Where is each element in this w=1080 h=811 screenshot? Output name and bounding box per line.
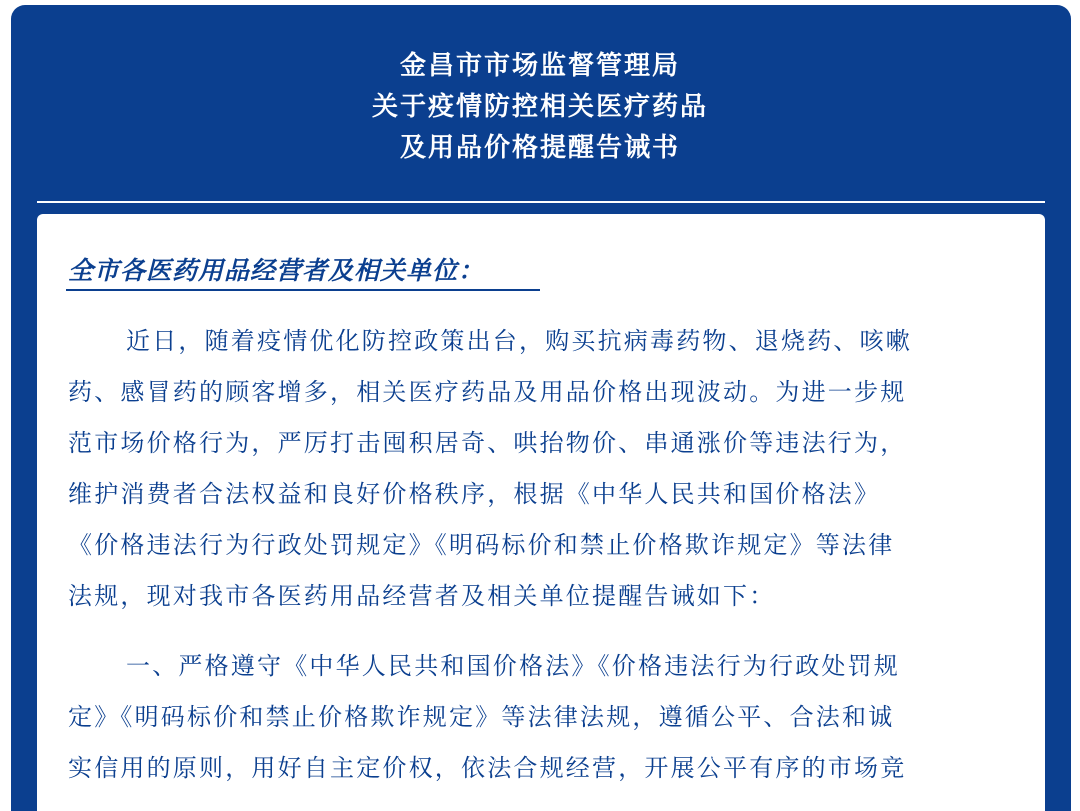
notice-title <box>0 46 1080 169</box>
paragraph-line: 一、严格遵守《中华人民共和国价格法》《价格违法行为行政处罚规 <box>126 652 900 680</box>
salutation-underline <box>66 289 540 291</box>
paragraph-line: 《价格违法行为行政处罚规定》《明码标价和禁止价格欺诈规定》等法律 <box>68 531 895 559</box>
paragraph-line: 维护消费者合法权益和良好价格秩序，根据《中华人民共和国价格法》 <box>68 480 881 508</box>
title-line-1: 金昌市市场监督管理局 <box>399 51 680 81</box>
paragraph-line: 法规，现对我市各医药用品经营者及相关单位提醒告诫如下： <box>68 582 776 610</box>
paragraph-line: 药、感冒药的顾客增多，相关医疗药品及用品价格出现波动。为进一步规 <box>68 378 907 406</box>
paragraph-line: 近日，随着疫情优化防控政策出台，购买抗病毒药物、退烧药、咳嗽 <box>126 327 912 355</box>
paragraph-line: 定》《明码标价和禁止价格欺诈规定》等法律法规，遵循公平、合法和诚 <box>68 703 895 731</box>
paragraph-intro <box>68 316 1018 622</box>
paragraph-line: 实信用的原则，用好自主定价权，依法合规经营，开展公平有序的市场竞 <box>68 754 907 782</box>
paragraph-line: 范市场价格行为，严厉打击囤积居奇、哄抬物价、串通涨价等违法行为， <box>68 429 907 457</box>
title-line-2: 关于疫情防控相关医疗药品 <box>371 92 708 122</box>
header-divider <box>37 201 1045 203</box>
title-line-3: 及用品价格提醒告诫书 <box>399 133 680 163</box>
paragraph-item-1 <box>68 641 1018 794</box>
salutation: 全市各医药用品经营者及相关单位： <box>68 256 485 285</box>
